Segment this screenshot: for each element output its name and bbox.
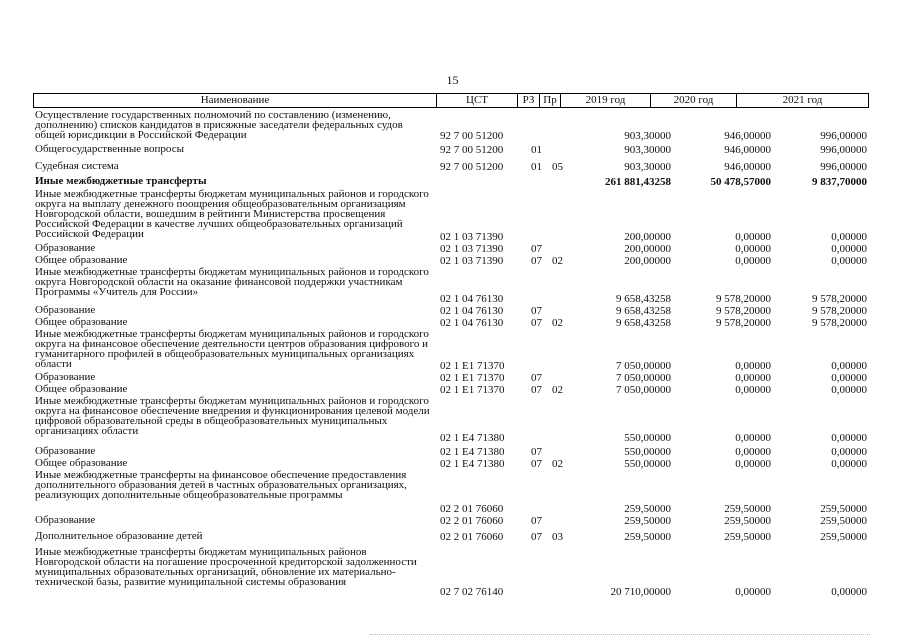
row-rz: 07 xyxy=(531,305,542,317)
row-rz: 07 xyxy=(531,317,542,329)
row-2019: 7 050,00000 xyxy=(616,372,671,384)
row-cst: 02 1 04 76130 xyxy=(440,293,504,305)
row-2020: 946,00000 xyxy=(724,161,771,173)
row-2019: 550,00000 xyxy=(624,432,671,444)
row-cst: 02 1 E1 71370 xyxy=(440,384,505,396)
header-rz: РЗ xyxy=(518,94,540,107)
row-name: Общее образование xyxy=(35,254,128,266)
row-2021: 9 578,20000 xyxy=(812,305,867,317)
row-name: Иные межбюджетные трансферты бюджетам муниципальных районов и городского округа на выплату денежного поощрения общеобразовательным организациям Новгородской области, вошедшим в рейтинги Министерства просвещения Российской Федерации в качестве лучших общеобразовательных организаций Российской Федерации xyxy=(35,188,429,240)
row-rz: 07 xyxy=(531,255,542,267)
header-2019: 2019 год xyxy=(561,94,651,107)
row-name: Образование xyxy=(35,304,96,316)
table-row xyxy=(33,384,869,395)
table-row xyxy=(33,547,869,597)
row-2019: 7 050,00000 xyxy=(616,360,671,372)
row-2021: 0,00000 xyxy=(831,458,867,470)
row-name: Общее образование xyxy=(35,316,128,328)
row-cst: 02 1 E4 71380 xyxy=(440,446,505,458)
row-name: Общее образование xyxy=(35,457,128,469)
row-name: Иные межбюджетные трансферты бюджетам муниципальных районов и городского округа на финансовое обеспечение деятельности центров образования цифрового и гуманитарного профилей в общеобразовательных муниципальных организациях области xyxy=(35,328,429,370)
row-cst: 02 1 E1 71370 xyxy=(440,360,505,372)
row-2019: 261 881,43258 xyxy=(605,176,671,188)
table-row xyxy=(33,144,869,155)
row-2020: 0,00000 xyxy=(735,231,771,243)
table-row xyxy=(33,305,869,316)
row-2020: 0,00000 xyxy=(735,432,771,444)
row-2021: 0,00000 xyxy=(831,231,867,243)
row-pr: 03 xyxy=(552,531,563,543)
row-2019: 200,00000 xyxy=(624,243,671,255)
table-row xyxy=(33,446,869,457)
row-2021: 259,50000 xyxy=(820,531,867,543)
row-pr: 02 xyxy=(552,255,563,267)
row-cst: 02 2 01 76060 xyxy=(440,515,504,527)
table-row xyxy=(33,243,869,254)
table-row xyxy=(33,255,869,266)
row-2021: 0,00000 xyxy=(831,255,867,267)
row-2021: 9 578,20000 xyxy=(812,293,867,305)
table-row xyxy=(33,161,869,172)
row-2021: 259,50000 xyxy=(820,515,867,527)
row-2020: 0,00000 xyxy=(735,255,771,267)
row-pr: 05 xyxy=(552,161,563,173)
row-2019: 903,30000 xyxy=(624,161,671,173)
row-cst: 02 2 01 76060 xyxy=(440,531,504,543)
row-rz: 07 xyxy=(531,531,542,543)
row-name: Образование xyxy=(35,445,96,457)
row-2020: 0,00000 xyxy=(735,384,771,396)
row-cst: 02 1 03 71390 xyxy=(440,231,504,243)
row-2019: 20 710,00000 xyxy=(610,586,671,598)
row-name: Иные межбюджетные трансферты бюджетам муниципальных районов и городского округа на финансовое обеспечение внедрения и функционирования целевой модели цифровой образовательной среды в общеобразовательных муниципальных организациях области xyxy=(35,395,430,437)
row-cst: 02 1 04 76130 xyxy=(440,317,504,329)
row-name: Образование xyxy=(35,371,96,383)
row-2021: 996,00000 xyxy=(820,130,867,142)
row-cst: 02 2 01 76060 xyxy=(440,503,504,515)
row-name: Судебная система xyxy=(35,160,119,172)
row-2020: 9 578,20000 xyxy=(716,305,771,317)
table-row xyxy=(33,470,869,514)
row-name: Общее образование xyxy=(35,383,128,395)
row-cst: 92 7 00 51200 xyxy=(440,161,504,173)
row-rz: 07 xyxy=(531,458,542,470)
row-2021: 259,50000 xyxy=(820,503,867,515)
row-2020: 0,00000 xyxy=(735,360,771,372)
row-rz: 07 xyxy=(531,446,542,458)
row-name: Иные межбюджетные трансферты xyxy=(35,175,207,187)
row-2019: 903,30000 xyxy=(624,130,671,142)
row-cst: 92 7 00 51200 xyxy=(440,144,504,156)
row-2020: 0,00000 xyxy=(735,446,771,458)
row-2020: 0,00000 xyxy=(735,372,771,384)
row-2019: 550,00000 xyxy=(624,458,671,470)
table-row xyxy=(33,515,869,526)
table-row xyxy=(33,396,869,443)
row-2021: 996,00000 xyxy=(820,161,867,173)
row-2019: 259,50000 xyxy=(624,503,671,515)
row-name: Иные межбюджетные трансферты бюджетам муниципальных районов Новгородской области на погашение просроченной кредиторской задолженности муниципальных образовательных организаций, обновление их материально-технической базы, развитие муниципальной системы образования xyxy=(35,546,417,588)
table-row xyxy=(33,372,869,383)
row-pr: 02 xyxy=(552,384,563,396)
row-cst: 02 1 E4 71380 xyxy=(440,432,505,444)
scan-artifact xyxy=(370,634,870,635)
row-cst: 02 1 04 76130 xyxy=(440,305,504,317)
row-2021: 9 837,70000 xyxy=(812,176,867,188)
table-row xyxy=(33,531,869,542)
row-name: Дополнительное образование детей xyxy=(35,530,203,542)
row-2020: 9 578,20000 xyxy=(716,317,771,329)
row-name: Образование xyxy=(35,514,96,526)
row-cst: 02 1 E1 71370 xyxy=(440,372,505,384)
row-rz: 01 xyxy=(531,161,542,173)
table-row xyxy=(33,317,869,328)
table-row xyxy=(33,189,869,242)
row-cst: 02 1 E4 71380 xyxy=(440,458,505,470)
row-name: Осуществление государственных полномочий по составлению (изменению, дополнению) списков кандидатов в присяжные заседатели федеральных судов общей юрисдикции в Российской Федерации xyxy=(35,109,403,141)
row-2021: 996,00000 xyxy=(820,144,867,156)
row-rz: 07 xyxy=(531,515,542,527)
row-cst: 02 1 03 71390 xyxy=(440,243,504,255)
row-2020: 946,00000 xyxy=(724,144,771,156)
row-2021: 0,00000 xyxy=(831,243,867,255)
header-cst: ЦСТ xyxy=(437,94,518,107)
row-2019: 259,50000 xyxy=(624,515,671,527)
page-number: 15 xyxy=(446,73,459,87)
table-header xyxy=(33,93,869,108)
row-2019: 9 658,43258 xyxy=(616,293,671,305)
row-2020: 0,00000 xyxy=(735,458,771,470)
row-2019: 7 050,00000 xyxy=(616,384,671,396)
table-row xyxy=(33,458,869,469)
row-2019: 200,00000 xyxy=(624,231,671,243)
row-2021: 9 578,20000 xyxy=(812,317,867,329)
row-2019: 550,00000 xyxy=(624,446,671,458)
row-rz: 07 xyxy=(531,384,542,396)
row-2019: 9 658,43258 xyxy=(616,317,671,329)
row-2021: 0,00000 xyxy=(831,360,867,372)
table-row xyxy=(33,176,869,187)
table-row xyxy=(33,110,869,141)
row-cst: 02 1 03 71390 xyxy=(440,255,504,267)
table-row xyxy=(33,329,869,371)
table-row xyxy=(33,267,869,304)
row-rz: 01 xyxy=(531,144,542,156)
row-2020: 259,50000 xyxy=(724,531,771,543)
row-2021: 0,00000 xyxy=(831,586,867,598)
row-2020: 259,50000 xyxy=(724,515,771,527)
row-cst: 92 7 00 51200 xyxy=(440,130,504,142)
row-name: Образование xyxy=(35,242,96,254)
row-pr: 02 xyxy=(552,458,563,470)
row-name: Иные межбюджетные трансферты бюджетам муниципальных районов и городского округа Новгородской области на оказание финансовой поддержки участникам Программы «Учитель для России» xyxy=(35,266,429,298)
row-2019: 259,50000 xyxy=(624,531,671,543)
header-pr: Пр xyxy=(540,94,561,107)
row-name: Иные межбюджетные трансферты на финансовое обеспечение предоставления дополнительного образования детей в частных образовательных организациях, реализующих дополнительные общеобразовательные программы xyxy=(35,469,407,501)
row-2021: 0,00000 xyxy=(831,384,867,396)
row-rz: 07 xyxy=(531,243,542,255)
row-2021: 0,00000 xyxy=(831,446,867,458)
row-2020: 259,50000 xyxy=(724,503,771,515)
row-pr: 02 xyxy=(552,317,563,329)
header-name: Наименование xyxy=(34,94,437,107)
row-2019: 200,00000 xyxy=(624,255,671,267)
row-rz: 07 xyxy=(531,372,542,384)
row-2020: 9 578,20000 xyxy=(716,293,771,305)
row-2019: 903,30000 xyxy=(624,144,671,156)
row-2020: 0,00000 xyxy=(735,243,771,255)
header-2021: 2021 год xyxy=(782,94,823,106)
row-2021: 0,00000 xyxy=(831,372,867,384)
header-2020: 2020 год xyxy=(651,94,737,107)
row-name: Общегосударственные вопросы xyxy=(35,143,184,155)
row-2020: 946,00000 xyxy=(724,130,771,142)
row-2021: 0,00000 xyxy=(831,432,867,444)
row-cst: 02 7 02 76140 xyxy=(440,586,504,598)
row-2020: 0,00000 xyxy=(735,586,771,598)
row-2020: 50 478,57000 xyxy=(710,176,771,188)
row-2019: 9 658,43258 xyxy=(616,305,671,317)
